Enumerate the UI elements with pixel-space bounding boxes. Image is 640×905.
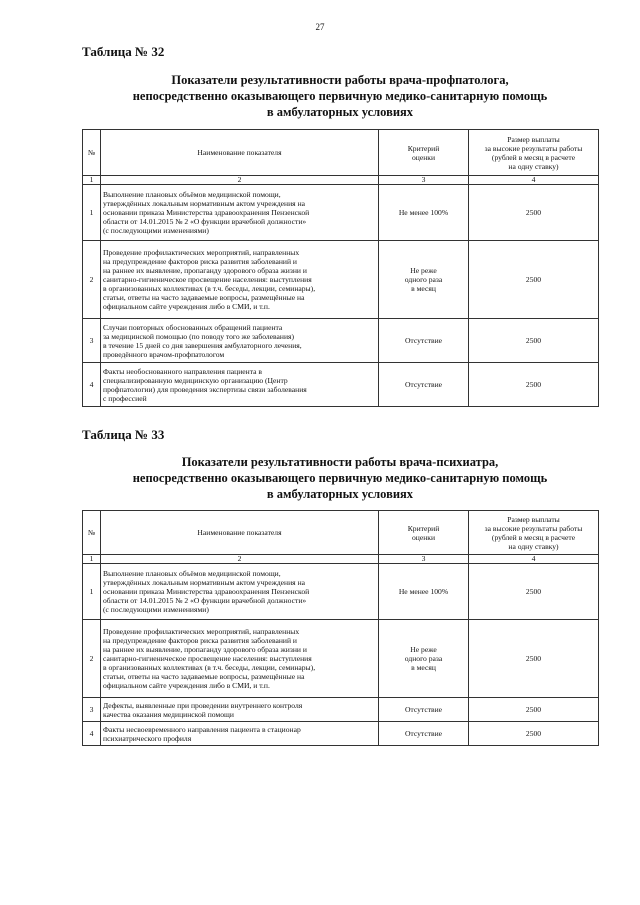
header-row	[83, 511, 599, 555]
row-indicator: Проведение профилактических мероприятий, направленных на предупреждение факторов риска развития заболеваний и на раннее их выявление, пропаганду здорового образа жизни и санитарно-гигиеническое просвещение населения: выступления в организованных коллективах (в т.ч. беседы, лекции, семинары), статьи, ответы на часто задаваемые вопросы, размещённые на официальном сайте учреждения либо в СМИ, и т.п.	[101, 620, 379, 698]
row-payment: 2500	[469, 722, 599, 746]
header-criterion: Критерий оценки	[379, 511, 469, 555]
row-criterion: Не менее 100%	[379, 185, 469, 241]
row-indicator: Проведение профилактических мероприятий, направленных на предупреждение факторов риска развития заболеваний и на раннее их выявление, пропаганду здорового образа жизни и санитарно-гигиеническое просвещение населения: выступления в организованных коллективах (в т.ч. беседы, лекции, семинары), статьи, ответы на часто задаваемые вопросы, размещённые на официальном сайте учреждения либо в СМИ, и т.п.	[101, 241, 379, 319]
header-name: Наименование показателя	[101, 130, 379, 176]
index-row	[83, 176, 599, 185]
row-num: 2	[83, 241, 101, 319]
table-32-label: Таблица № 32	[82, 44, 165, 59]
index-cell: 2	[101, 176, 379, 185]
row-payment: 2500	[469, 698, 599, 722]
row-num: 1	[83, 564, 101, 620]
table-32	[82, 129, 599, 407]
header-criterion: Критерий оценки	[379, 130, 469, 176]
page-number: 27	[315, 22, 325, 32]
table-33	[82, 510, 599, 746]
row-payment: 2500	[469, 319, 599, 363]
table-33-label: Таблица № 33	[82, 427, 165, 442]
table-row	[83, 620, 599, 698]
table-row	[83, 698, 599, 722]
header-row	[83, 130, 599, 176]
row-indicator: Выполнение плановых объёмов медицинской помощи, утверждённых локальным нормативным актом учреждения на основании приказа Министерства здравоохранения Пензенской области от 14.01.2015 № 2 «О функции врачебной должности» (с последующими изменениями)	[101, 185, 379, 241]
row-num: 4	[83, 722, 101, 746]
row-payment: 2500	[469, 564, 599, 620]
table-33-title-line: в амбулаторных условиях	[266, 487, 414, 501]
index-cell: 4	[469, 176, 599, 185]
row-num: 1	[83, 185, 101, 241]
row-indicator: Выполнение плановых объёмов медицинской помощи, утверждённых локальным нормативным актом учреждения на основании приказа Министерства здравоохранения Пензенской области от 14.01.2015 № 2 «О функции врачебной должности» (с последующими изменениями)	[101, 564, 379, 620]
row-criterion: Отсутствие	[379, 363, 469, 407]
table-row	[83, 363, 599, 407]
row-payment: 2500	[469, 185, 599, 241]
row-criterion: Отсутствие	[379, 722, 469, 746]
row-payment: 2500	[469, 620, 599, 698]
row-criterion: Отсутствие	[379, 698, 469, 722]
row-criterion: Отсутствие	[379, 319, 469, 363]
row-num: 4	[83, 363, 101, 407]
table-32-title-line: непосредственно оказывающего первичную медико-санитарную помощь	[132, 89, 548, 103]
table-32-title	[82, 72, 598, 120]
row-indicator: Дефекты, выявленные при проведении внутреннего контроля качества оказания медицинской помощи	[101, 698, 379, 722]
header-num: №	[83, 130, 101, 176]
table-33-title	[82, 454, 598, 502]
table-33-title-line: Показатели результативности работы врача-психиатра,	[181, 455, 499, 469]
row-criterion: Не реже одного раза в месяц	[379, 241, 469, 319]
index-cell: 2	[101, 555, 379, 564]
table-32-title-line: в амбулаторных условиях	[266, 105, 414, 119]
row-indicator: Факты несвоевременного направления пациента в стационар психиатрического профиля	[101, 722, 379, 746]
index-cell: 1	[83, 555, 101, 564]
row-indicator: Факты необоснованного направления пациента в специализированную медицинскую организацию (Центр профпатологии) для проведения экспертизы связи заболевания с профессией	[101, 363, 379, 407]
index-cell: 3	[379, 555, 469, 564]
row-num: 2	[83, 620, 101, 698]
row-indicator: Случаи повторных обоснованных обращений пациента за медицинской помощью (по поводу того же заболевания) в течение 15 дней со дня завершения амбулаторного лечения, проведённого врачом-профпатологом	[101, 319, 379, 363]
row-criterion: Не менее 100%	[379, 564, 469, 620]
index-cell: 3	[379, 176, 469, 185]
header-name: Наименование показателя	[101, 511, 379, 555]
index-cell: 1	[83, 176, 101, 185]
row-num: 3	[83, 319, 101, 363]
header-payment: Размер выплаты за высокие результаты работы (рублей в месяц в расчете на одну ставку)	[469, 130, 599, 176]
row-num: 3	[83, 698, 101, 722]
index-cell: 4	[469, 555, 599, 564]
header-payment: Размер выплаты за высокие результаты работы (рублей в месяц в расчете на одну ставку)	[469, 511, 599, 555]
header-num: №	[83, 511, 101, 555]
row-criterion: Не реже одного раза в месяц	[379, 620, 469, 698]
table-row	[83, 319, 599, 363]
index-row	[83, 555, 599, 564]
row-payment: 2500	[469, 241, 599, 319]
table-row	[83, 564, 599, 620]
table-row	[83, 185, 599, 241]
table-row	[83, 241, 599, 319]
table-row	[83, 722, 599, 746]
row-payment: 2500	[469, 363, 599, 407]
table-32-title-line: Показатели результативности работы врача-профпатолога,	[171, 73, 509, 87]
table-33-title-line: непосредственно оказывающего первичную медико-санитарную помощь	[132, 471, 548, 485]
